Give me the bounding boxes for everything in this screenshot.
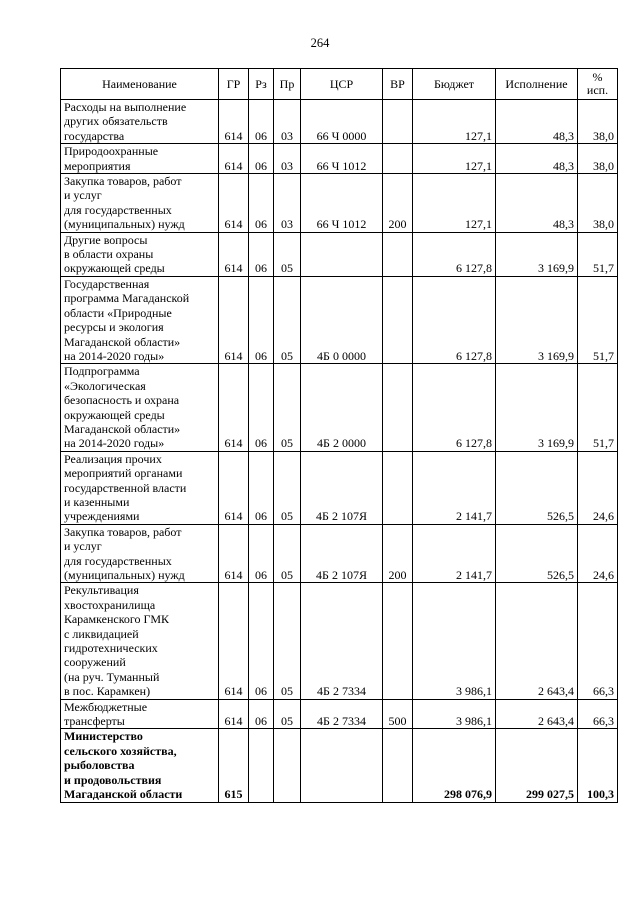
header-pr: Пр	[274, 69, 301, 100]
cell-gr: 615	[219, 729, 249, 802]
cell-name: Закупка товаров, работ и услуг для государственных (муниципальных) нужд	[61, 524, 219, 583]
cell-budget: 3 986,1	[413, 583, 496, 699]
table-row	[61, 699, 618, 729]
cell-rz: 06	[249, 451, 274, 524]
cell-gr: 614	[219, 451, 249, 524]
cell-percent: 24,6	[578, 451, 618, 524]
header-csr: ЦСР	[301, 69, 383, 100]
cell-execution: 299 027,5	[496, 729, 578, 802]
table-body	[61, 100, 618, 803]
cell-execution: 3 169,9	[496, 364, 578, 451]
cell-vr	[383, 364, 413, 451]
table-row	[61, 583, 618, 699]
cell-pr: 05	[274, 276, 301, 363]
cell-name: Природоохранные мероприятия	[61, 144, 219, 174]
cell-pr: 05	[274, 232, 301, 276]
cell-csr: 66 Ч 1012	[301, 174, 383, 233]
cell-rz: 06	[249, 100, 274, 144]
header-name: Наименование	[61, 69, 219, 100]
cell-execution: 3 169,9	[496, 276, 578, 363]
cell-csr: 4Б 2 107Я	[301, 451, 383, 524]
cell-vr	[383, 144, 413, 174]
cell-pr	[274, 729, 301, 802]
cell-budget: 6 127,8	[413, 232, 496, 276]
cell-execution: 2 643,4	[496, 583, 578, 699]
cell-csr: 4Б 2 7334	[301, 583, 383, 699]
cell-percent: 66,3	[578, 583, 618, 699]
cell-percent: 66,3	[578, 699, 618, 729]
table-row	[61, 524, 618, 583]
cell-budget: 127,1	[413, 100, 496, 144]
header-gr: ГР	[219, 69, 249, 100]
cell-budget: 298 076,9	[413, 729, 496, 802]
cell-csr: 4Б 2 7334	[301, 699, 383, 729]
cell-budget: 6 127,8	[413, 364, 496, 451]
header-vr: ВР	[383, 69, 413, 100]
table-row	[61, 100, 618, 144]
cell-csr	[301, 232, 383, 276]
cell-vr	[383, 451, 413, 524]
cell-name: Государственная программа Магаданской области «Природные ресурсы и экология Магаданской области» на 2014-2020 годы»	[61, 276, 219, 363]
header-budget: Бюджет	[413, 69, 496, 100]
table-row	[61, 174, 618, 233]
cell-budget: 2 141,7	[413, 451, 496, 524]
cell-vr: 200	[383, 524, 413, 583]
cell-rz: 06	[249, 276, 274, 363]
cell-percent: 51,7	[578, 232, 618, 276]
cell-gr: 614	[219, 144, 249, 174]
cell-execution: 526,5	[496, 451, 578, 524]
cell-execution: 48,3	[496, 100, 578, 144]
cell-vr	[383, 729, 413, 802]
cell-name: Расходы на выполнение других обязательств государства	[61, 100, 219, 144]
cell-percent: 38,0	[578, 144, 618, 174]
cell-csr: 66 Ч 1012	[301, 144, 383, 174]
cell-execution: 2 643,4	[496, 699, 578, 729]
table-row	[61, 144, 618, 174]
cell-pr: 05	[274, 364, 301, 451]
cell-pr: 05	[274, 451, 301, 524]
header-rz: Рз	[249, 69, 274, 100]
cell-pr: 03	[274, 100, 301, 144]
table-row	[61, 232, 618, 276]
cell-name: Закупка товаров, работ и услуг для государственных (муниципальных) нужд	[61, 174, 219, 233]
header-row	[61, 69, 618, 100]
cell-pr: 05	[274, 524, 301, 583]
cell-gr: 614	[219, 699, 249, 729]
cell-budget: 3 986,1	[413, 699, 496, 729]
cell-percent: 51,7	[578, 276, 618, 363]
cell-csr: 4Б 2 107Я	[301, 524, 383, 583]
cell-gr: 614	[219, 276, 249, 363]
cell-name: Межбюджетные трансферты	[61, 699, 219, 729]
page-number: 264	[310, 36, 330, 50]
cell-gr: 614	[219, 583, 249, 699]
cell-percent: 24,6	[578, 524, 618, 583]
cell-budget: 127,1	[413, 144, 496, 174]
cell-percent: 51,7	[578, 364, 618, 451]
cell-name: Реализация прочих мероприятий органами государственной власти и казенными учреждениями	[61, 451, 219, 524]
cell-vr	[383, 232, 413, 276]
cell-percent: 100,3	[578, 729, 618, 802]
cell-csr: 4Б 0 0000	[301, 276, 383, 363]
cell-execution: 526,5	[496, 524, 578, 583]
cell-rz: 06	[249, 232, 274, 276]
cell-csr	[301, 729, 383, 802]
cell-execution: 3 169,9	[496, 232, 578, 276]
table-header	[61, 69, 618, 100]
cell-rz: 06	[249, 699, 274, 729]
cell-percent: 38,0	[578, 100, 618, 144]
cell-rz: 06	[249, 174, 274, 233]
cell-execution: 48,3	[496, 174, 578, 233]
cell-name: Рекультивация хвостохранилища Карамкенского ГМК с ликвидацией гидротехнических сооружений (на руч. Туманный в пос. Карамкен)	[61, 583, 219, 699]
header-percent: % исп.	[578, 69, 618, 100]
cell-vr: 200	[383, 174, 413, 233]
cell-gr: 614	[219, 100, 249, 144]
cell-pr: 03	[274, 144, 301, 174]
cell-pr: 05	[274, 583, 301, 699]
cell-pr: 05	[274, 699, 301, 729]
cell-gr: 614	[219, 524, 249, 583]
cell-gr: 614	[219, 364, 249, 451]
cell-name: Другие вопросы в области охраны окружающей среды	[61, 232, 219, 276]
cell-budget: 2 141,7	[413, 524, 496, 583]
table-row	[61, 451, 618, 524]
cell-rz	[249, 729, 274, 802]
cell-name: Министерство сельского хозяйства, рыболовства и продовольствия Магаданской области	[61, 729, 219, 802]
cell-budget: 6 127,8	[413, 276, 496, 363]
cell-gr: 614	[219, 174, 249, 233]
cell-csr: 4Б 2 0000	[301, 364, 383, 451]
cell-vr	[383, 276, 413, 363]
table-row	[61, 729, 618, 802]
cell-percent: 38,0	[578, 174, 618, 233]
cell-gr: 614	[219, 232, 249, 276]
cell-rz: 06	[249, 583, 274, 699]
cell-csr: 66 Ч 0000	[301, 100, 383, 144]
cell-rz: 06	[249, 144, 274, 174]
budget-table	[60, 68, 618, 803]
cell-vr: 500	[383, 699, 413, 729]
cell-vr	[383, 100, 413, 144]
cell-name: Подпрограмма «Экологическая безопасность и охрана окружающей среды Магаданской области» на 2014-2020 годы»	[61, 364, 219, 451]
table-row	[61, 276, 618, 363]
cell-execution: 48,3	[496, 144, 578, 174]
cell-pr: 03	[274, 174, 301, 233]
cell-rz: 06	[249, 364, 274, 451]
header-execution: Исполнение	[496, 69, 578, 100]
cell-vr	[383, 583, 413, 699]
cell-rz: 06	[249, 524, 274, 583]
table-row	[61, 364, 618, 451]
cell-budget: 127,1	[413, 174, 496, 233]
